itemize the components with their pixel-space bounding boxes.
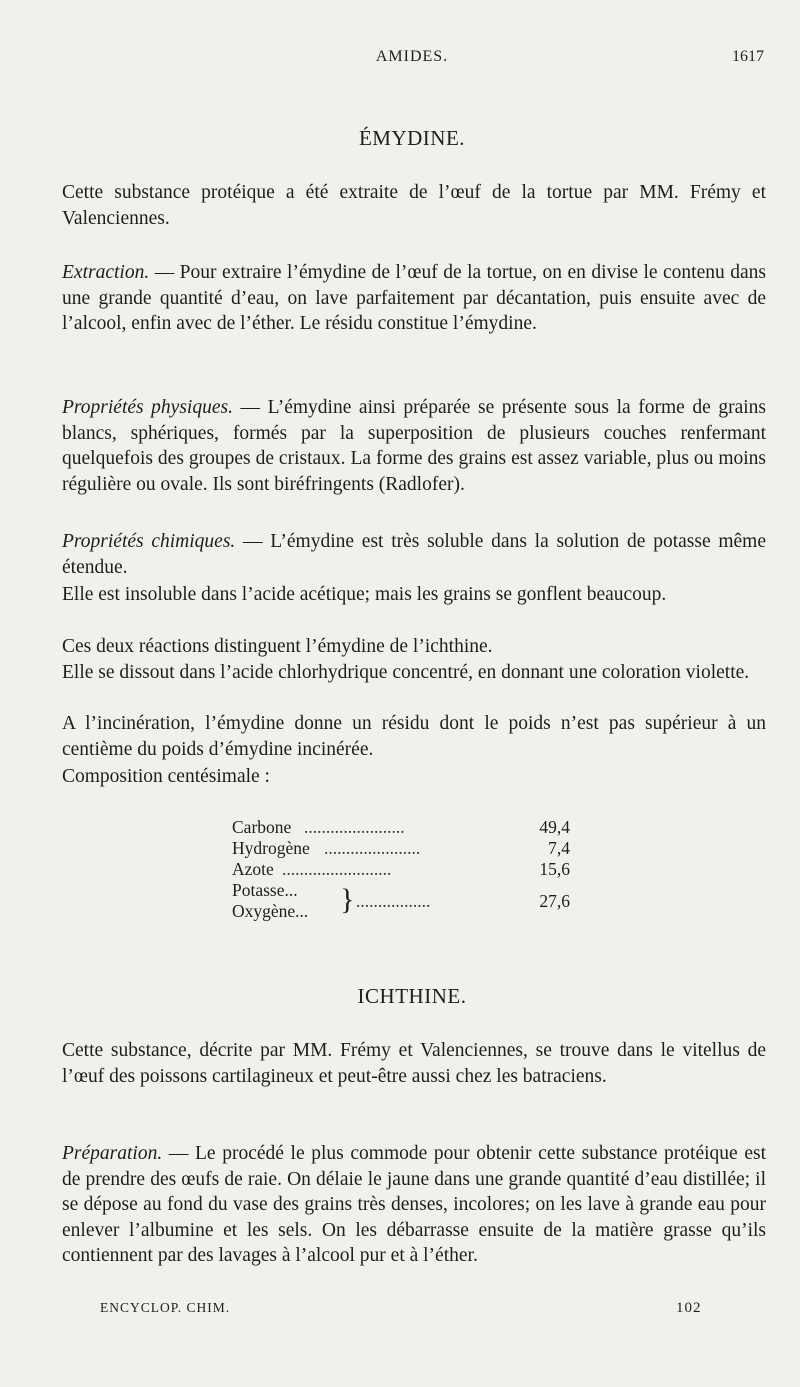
insoluble-text: Elle est insoluble dans l’acide acétique; mais les grains se gonflent beaucoup. xyxy=(62,584,667,605)
dissolution-text: Elle se dissout dans l’acide chlorhydrique concentré, en donnant une coloration violette. xyxy=(62,662,750,683)
extraction-text: — Pour extraire l’émydine de l’œuf de la tortue, on en divise le contenu dans une grande quantité d’eau, on lave parfaitement par décantation, puis ensuite avec de l’alcool, enfin avec de l’éther. Le résidu constitue l’émydine. xyxy=(62,262,766,334)
chemical-properties-text: — L’émydine est très soluble dans la solution de potasse même étendue. xyxy=(62,531,766,578)
leader-dots: ...................... xyxy=(324,838,421,858)
incineration-text: A l’incinération, l’émydine donne un résidu dont le poids n’est pas supérieur à un centième du poids d’émydine incinérée. xyxy=(62,713,766,760)
signature-number: 102 xyxy=(676,1300,702,1316)
running-title: AMIDES. xyxy=(375,48,449,65)
paragraph-composition-label xyxy=(62,764,766,790)
leader-dots: ....................... xyxy=(304,817,405,837)
paragraph-intro-ichthine: Cette substance, décrite par MM. Frémy et Valenciennes, se trouve dans le vitellus de l’œuf des poissons cartilagineux et peut-être aussi chez les batraciens. xyxy=(62,1040,766,1087)
composition-row-grouped xyxy=(232,880,582,922)
physical-properties-text: — L’émydine ainsi préparée se présente sous la forme de grains blancs, sphériques, formés par la superposition de plusieurs couches renfermant quelquefois des groupes de cristaux. La forme des grains est assez variable, plus ou moins régulière ou ovale. Ils sont biréfringents (Radlofer). xyxy=(62,397,766,495)
paragraph-chemical-properties xyxy=(62,529,766,580)
composition-row xyxy=(232,838,582,859)
subheading-extraction: Extraction. xyxy=(62,262,150,283)
composition-element: Oxygène... xyxy=(232,901,309,921)
composition-value: 15,6 xyxy=(539,859,570,879)
leader-dots: ................. xyxy=(356,891,431,911)
signature-mark: ENCYCLOP. CHIM. xyxy=(100,1300,231,1315)
paragraph-physical-properties xyxy=(62,395,766,497)
paragraph-preparation xyxy=(62,1141,766,1269)
composition-table xyxy=(232,817,582,922)
composition-row xyxy=(232,859,582,880)
composition-element: Hydrogène xyxy=(232,838,310,858)
paragraph-intro-emydine: Cette substance protéique a été extraite de l’œuf de la tortue par MM. Frémy et Valenciennes. xyxy=(62,182,766,229)
section-title-emydine: ÉMYDINE. xyxy=(358,126,466,150)
paragraph-dissolution xyxy=(62,660,766,686)
subheading-preparation: Préparation. xyxy=(62,1143,163,1164)
subheading-chemical-properties: Propriétés chimiques. xyxy=(62,531,236,552)
subheading-physical-properties: Propriétés physiques. xyxy=(62,397,233,418)
paragraph-incineration xyxy=(62,711,766,762)
composition-element: Carbone xyxy=(232,817,292,837)
brace-symbol: } xyxy=(340,883,355,916)
composition-row xyxy=(232,817,582,838)
section-title-ichthine: ICHTHINE. xyxy=(357,984,467,1008)
page-number: 1617 xyxy=(732,48,764,65)
paragraph-insoluble xyxy=(62,582,766,608)
reactions-text: Ces deux réactions distinguent l’émydine de l’ichthine. xyxy=(62,636,493,657)
paragraph-extraction xyxy=(62,260,766,337)
composition-label: Composition centésimale : xyxy=(62,766,270,787)
composition-value: 7,4 xyxy=(548,838,570,858)
preparation-text: — Le procédé le plus commode pour obtenir cette substance protéique est de prendre des œufs de raie. On délaie le jaune dans une grande quantité d’eau distillée; il se dépose au fond du vase des grains très denses, incolores; on les lave à grande eau pour enlever l’albumine et les sels. On les débarrasse ensuite de la matière grasse qu’ils contiennent par des lavages à l’alcool pur et à l’éther. xyxy=(62,1143,766,1266)
leader-dots: ......................... xyxy=(282,859,392,879)
running-header xyxy=(60,48,764,70)
composition-element: Azote xyxy=(232,859,274,879)
composition-value: 49,4 xyxy=(539,817,570,837)
composition-value: 27,6 xyxy=(539,891,570,911)
paragraph-reactions xyxy=(62,634,766,660)
composition-element: Potasse... xyxy=(232,880,298,900)
